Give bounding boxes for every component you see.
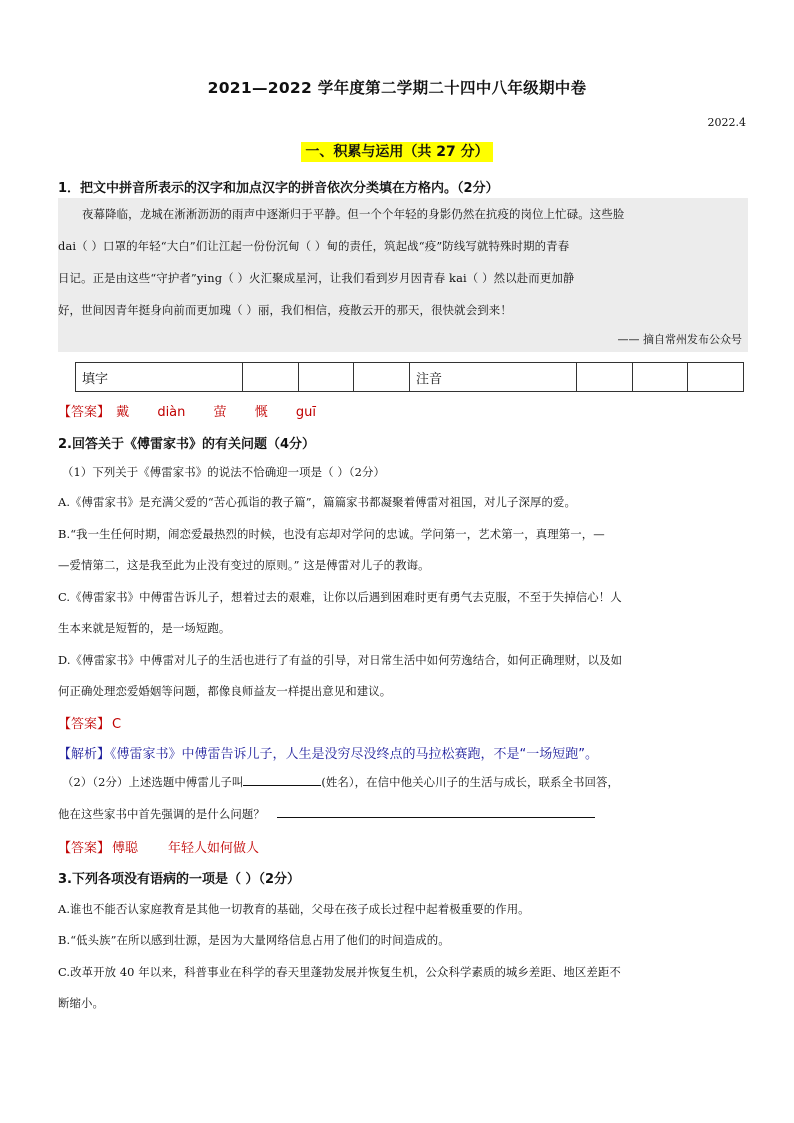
answer-tag: 【答案】 [58, 405, 111, 420]
exam-title: 2021—2022 学年度第二学期二十四中八年级期中卷 [207, 79, 587, 97]
option-c: C.改革开放 40 年以来，科普事业在科学的春天里蓬勃发展并恢复生机，公众科学素质的城乡差距、地区差距不 [58, 965, 621, 979]
grid-cell[interactable] [354, 363, 410, 392]
option-a: A.谁也不能否认家庭教育是其他一切教育的基础，父母在孩子成长过程中起着极重要的作用。 [58, 902, 530, 916]
section-heading [0, 141, 794, 161]
question-2-sub2-cont [58, 806, 595, 822]
answer-1 [58, 401, 316, 420]
question-2-stem: 2.回答关于《傅雷家书》的有关问题（4分） [58, 437, 316, 452]
answer-value: 年轻人如何做人 [168, 841, 260, 856]
passage-line: 日记。正是由这些“守护者”ying（ ）火汇聚成星河，让我们看到岁月因青春 kai（ ）然以赴而更加静 [58, 271, 575, 285]
grid-cell-label: 注音 [409, 363, 576, 392]
question-2-sub2 [62, 774, 619, 790]
answer-item: diàn [157, 405, 186, 420]
option-c-cont: 生本来就是短暂的，是一场短跑。 [58, 621, 231, 635]
answer-grid-row [76, 363, 744, 392]
answer-item: 萤 [213, 405, 227, 420]
name-blank[interactable] [243, 785, 321, 786]
option-b-cont: —爱情第二，这是我至此为止没有变过的原则。” 这是傅雷对儿子的教诲。 [58, 558, 430, 572]
answer-2-2 [58, 837, 259, 856]
question-1-stem: 1．把文中拼音所表示的汉字和加点汉字的拼音依次分类填在方格内。（2分） [58, 181, 499, 196]
answer-2-1 [58, 713, 121, 732]
grid-cell[interactable] [576, 363, 632, 392]
sub2-text-c: 他在这些家书中首先强调的是什么问题？ [58, 807, 265, 821]
option-a: A.《傅雷家书》是充满父爱的“苦心孤诣的教子篇”，篇篇家书都凝聚着傅雷对祖国，对儿子深厚的爱。 [58, 495, 576, 509]
answer-tag: 【答案】 [58, 717, 111, 732]
question-2-sub1: （1）下列关于《傅雷家书》的说法不恰确迎一项是（ ）（2分） [62, 465, 385, 479]
option-c: C.《傅雷家书》中傅雷告诉儿子，想着过去的艰难，让你以后遇到困难时更有勇气去克服，不至于失掉信心！人 [58, 590, 622, 604]
answer-item: guī [295, 405, 316, 420]
exam-date: 2022.4 [707, 116, 746, 129]
passage-line: dai（ ）口罩的年轻“大白”们让江起一份份沉甸（ ）甸的责任，筑起战“疫”防线写就特殊时期的青春 [58, 239, 570, 253]
answer-blank[interactable] [277, 817, 595, 818]
passage-line: 夜幕降临，龙城在淅淅沥沥的雨声中逐渐归于平静。但一个个年轻的身影仍然在抗疫的岗位上忙碌。这些脸 [82, 207, 625, 221]
explanation-text: 《傅雷家书》中傅雷告诉儿子，人生是没穷尽没终点的马拉松赛跑，不是“一场短跑”。 [110, 747, 598, 762]
sub2-text-a: （2）（2分）上述选题中傅雷儿子叫 [62, 775, 244, 789]
passage-line: 好，世间因青年挺身向前而更加瑰（ ）丽，我们相信，疫散云开的那天，很快就会到来！ [58, 303, 512, 317]
sub2-text-b: (姓名），在信中他关心川子的生活与成长，联系全书回答， [321, 775, 619, 789]
grid-cell[interactable] [243, 363, 299, 392]
option-d-cont: 何正确处理恋爱婚姻等问题，都像良师益友一样提出意见和建议。 [58, 684, 392, 698]
answer-item: 慨 [254, 405, 268, 420]
grid-cell[interactable] [632, 363, 688, 392]
option-b: B.“我一生任何时期，闹恋爱最热烈的时候，也没有忘却对学问的忠诚。学问第一，艺术第一，真理第一，— [58, 527, 605, 541]
option-c-cont: 断缩小。 [58, 996, 104, 1010]
grid-cell-label: 填字 [76, 363, 243, 392]
answer-item: 戴 [116, 405, 130, 420]
section-title: 一、积累与运用（共 27 分） [301, 142, 492, 162]
grid-cell[interactable] [688, 363, 744, 392]
option-b: B.“低头族”在所以感到壮源，是因为大量网络信息占用了他们的时间造成的。 [58, 933, 450, 947]
grid-cell[interactable] [298, 363, 354, 392]
explanation [58, 743, 598, 762]
answer-tag: 【答案】 [58, 841, 111, 856]
explanation-tag: 【解析】 [58, 747, 111, 762]
question-3-stem: 3.下列各项没有语病的一项是（ ）（2分） [58, 872, 301, 887]
answer-value: 傅聪 [112, 841, 139, 856]
option-d: D.《傅雷家书》中傅雷对儿子的生活也进行了有益的引导，对日常生活中如何劳逸结合，如何正确理财，以及如 [58, 653, 623, 667]
answer-grid [75, 362, 744, 392]
answer-value: C [112, 717, 122, 732]
passage-source: —— 摘自常州发布公众号 [617, 333, 742, 346]
